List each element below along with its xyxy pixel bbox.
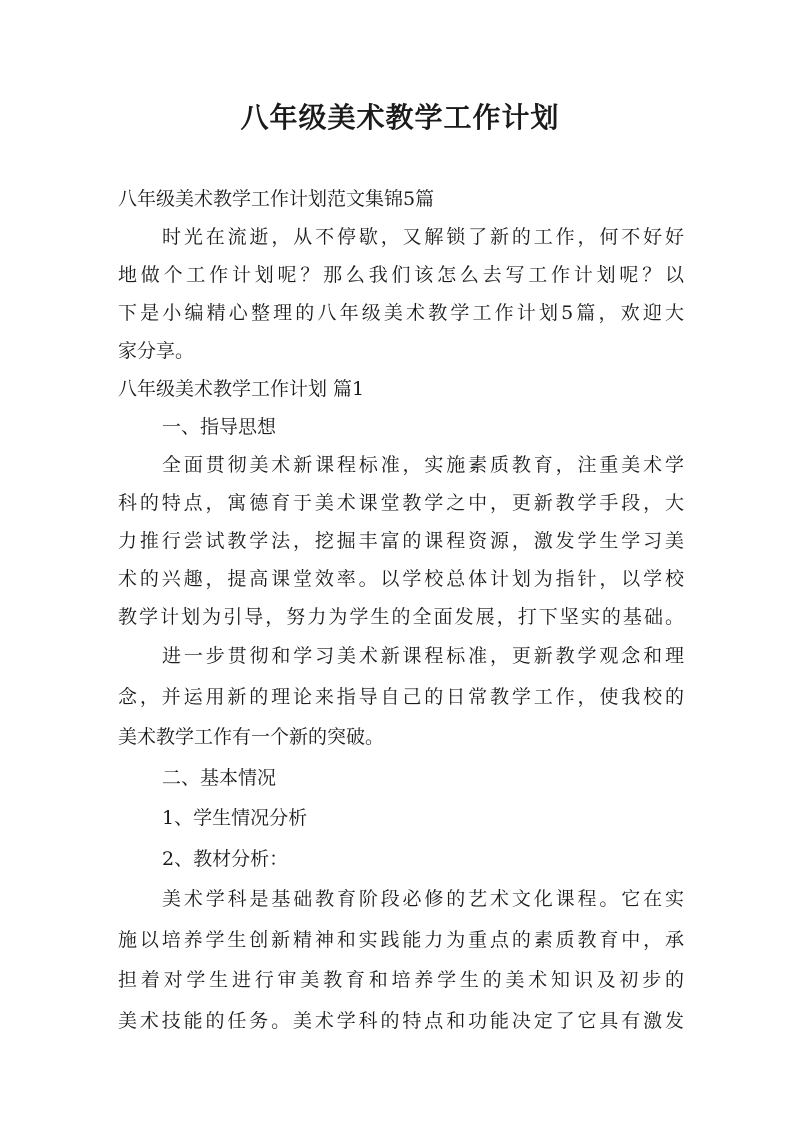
section-heading: 八年级美术教学工作计划 篇1 bbox=[118, 378, 365, 400]
paragraph-line: 力推行尝试教学法，挖掘丰富的课程资源，激发学生学习美 bbox=[118, 530, 684, 552]
paragraph-line: 家分享。 bbox=[118, 340, 195, 362]
paragraph-line: 美术学科是基础教育阶段必修的艺术文化课程。它在实 bbox=[162, 888, 684, 910]
paragraph-line: 科的特点，寓德育于美术课堂教学之中，更新教学手段，大 bbox=[118, 492, 684, 514]
paragraph-line: 美术技能的任务。美术学科的特点和功能决定了它具有激发 bbox=[118, 1009, 684, 1032]
subsection-heading: 一、指导思想 bbox=[162, 416, 277, 438]
subsection-heading: 2、教材分析： bbox=[162, 847, 289, 870]
paragraph-line: 地做个工作计划呢？那么我们该怎么去写工作计划呢？以 bbox=[118, 264, 684, 286]
paragraph-line: 施以培养学生创新精神和实践能力为重点的素质教育中，承 bbox=[118, 928, 684, 951]
paragraph-line: 下是小编精心整理的八年级美术教学工作计划5篇，欢迎大 bbox=[118, 302, 684, 324]
subsection-heading: 1、学生情况分析 bbox=[162, 807, 308, 829]
paragraph-line: 术的兴趣，提高课堂效率。以学校总体计划为指针，以学校 bbox=[118, 568, 684, 590]
paragraph-line: 时光在流逝，从不停歇，又解锁了新的工作，何不好好 bbox=[162, 226, 684, 248]
subsection-heading: 二、基本情况 bbox=[162, 766, 277, 789]
paragraph-line: 全面贯彻美术新课程标准，实施素质教育，注重美术学 bbox=[162, 454, 684, 476]
document-body bbox=[118, 180, 684, 1041]
paragraph-line: 美术教学工作有一个新的突破。 bbox=[118, 726, 385, 748]
paragraph-line: 教学计划为引导，努力为学生的全面发展，打下坚实的基础。 bbox=[118, 606, 684, 628]
subtitle-line: 八年级美术教学工作计划范文集锦5篇 bbox=[118, 188, 435, 210]
paragraph-line: 担着对学生进行审美教育和培养学生的美术知识及初步的 bbox=[118, 969, 684, 991]
paragraph-line: 念，并运用新的理论来指导自己的日常教学工作，使我校的 bbox=[118, 685, 684, 708]
paragraph-line: 进一步贯彻和学习美术新课程标准，更新教学观念和理 bbox=[162, 645, 684, 667]
document-title: 八年级美术教学工作计划 bbox=[240, 101, 560, 134]
